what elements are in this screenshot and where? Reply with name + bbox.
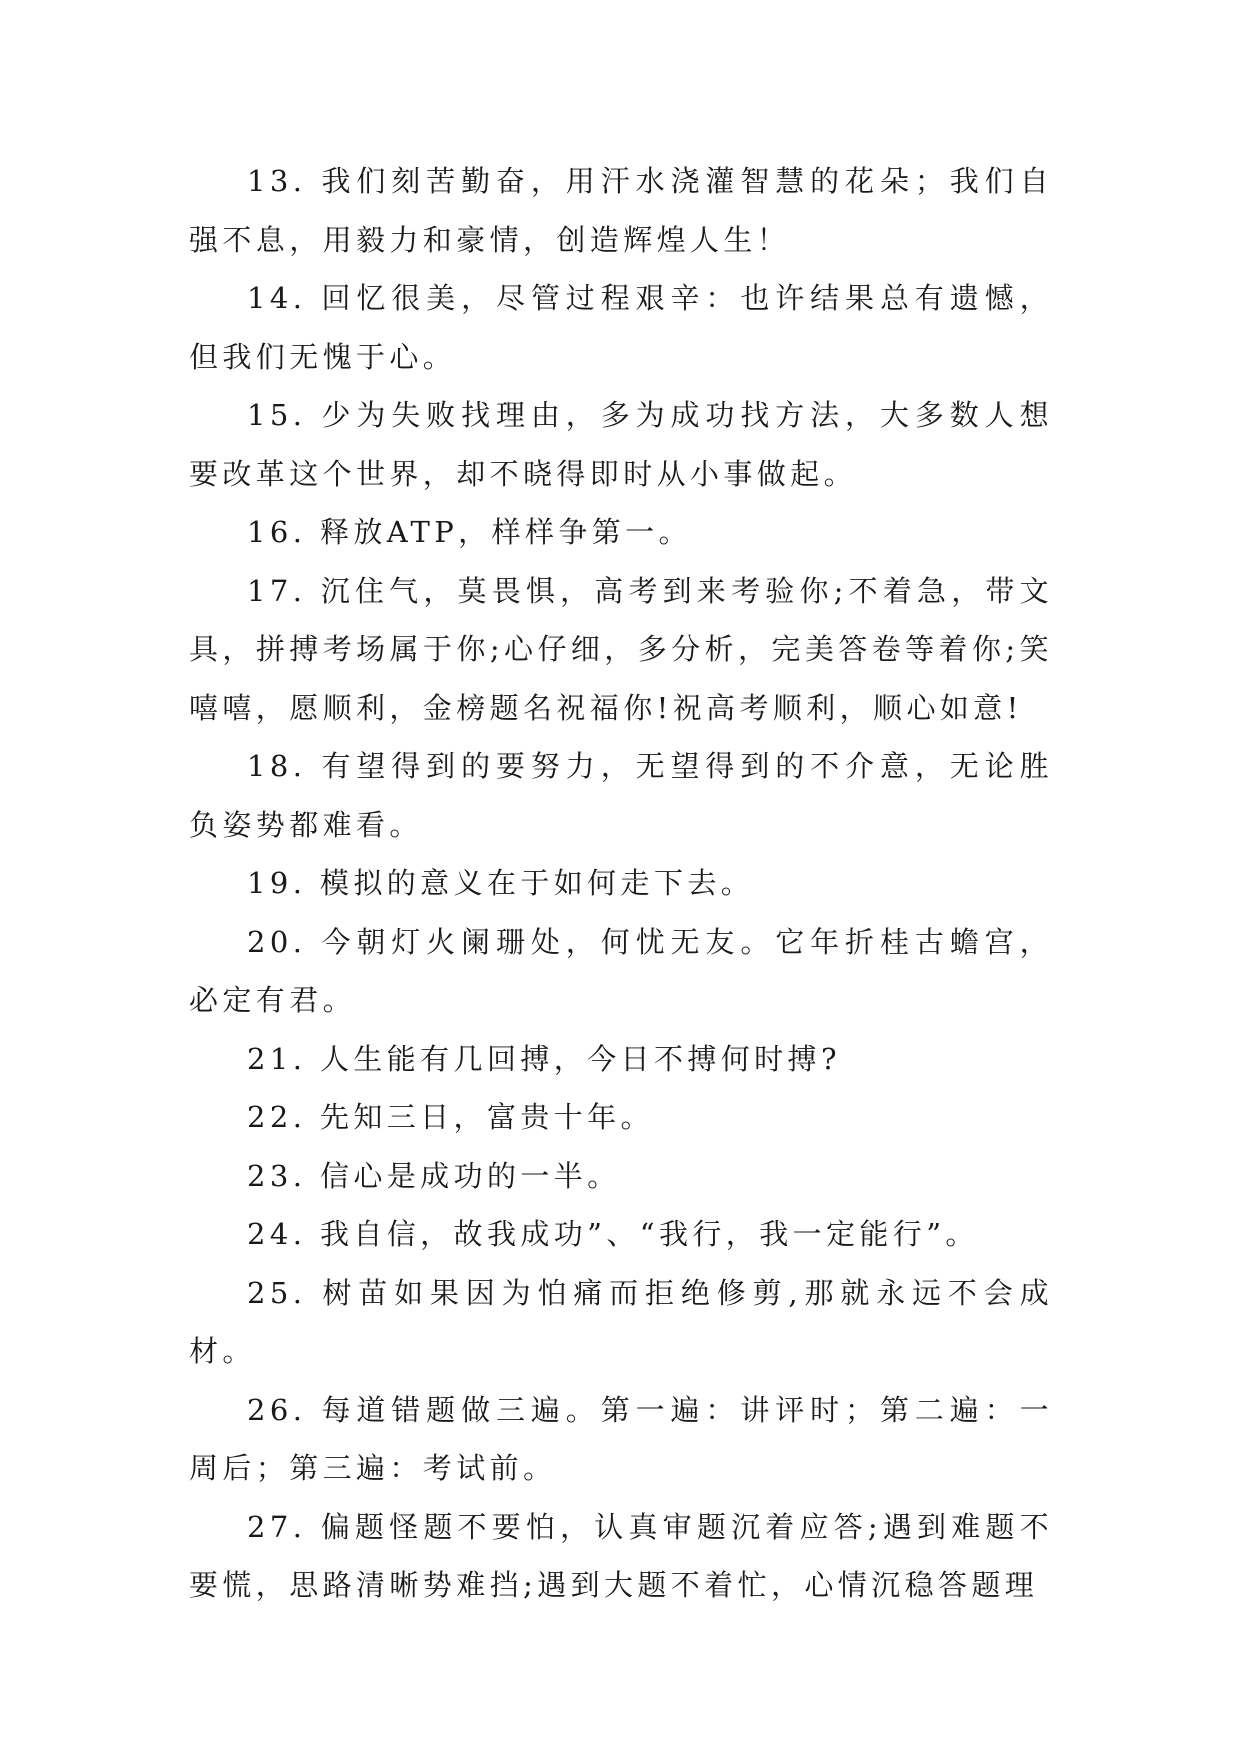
paragraph-18: 18. 有望得到的要努力，无望得到的不介意，无论胜负姿势都难看。 — [189, 749, 1053, 842]
paragraph-14: 14. 回忆很美，尽管过程艰辛：也许结果总有遗憾，但我们无愧于心。 — [189, 281, 1053, 374]
paragraph-13: 13. 我们刻苦勤奋，用汗水浇灌智慧的花朵；我们自强不息，用毅力和豪情，创造辉煌人生！ — [189, 164, 1053, 257]
paragraph-21: 21. 人生能有几回搏，今日不搏何时搏? — [247, 1041, 841, 1076]
paragraph-20: 20. 今朝灯火阑珊处，何忧无友。它年折桂古蟾宫，必定有君。 — [189, 924, 1053, 1017]
paragraph-25: 25. 树苗如果因为怕痛而拒绝修剪,那就永远不会成材。 — [189, 1275, 1053, 1368]
document-body — [189, 152, 1053, 1615]
paragraph-15: 15. 少为失败找理由，多为成功找方法，大多数人想要改革这个世界，却不晓得即时从小事做起。 — [189, 398, 1053, 491]
paragraph-19: 19. 模拟的意义在于如何走下去。 — [247, 866, 755, 900]
paragraph-22: 22. 先知三日，富贵十年。 — [247, 1100, 654, 1134]
paragraph-27: 27. 偏题怪题不要怕，认真审题沉着应答;遇到难题不要慌，思路清晰势难挡;遇到大题不着忙，心情沉稳答题理 — [189, 1509, 1053, 1602]
paragraph-26: 26. 每道错题做三遍。第一遍：讲评时；第二遍：一周后；第三遍：考试前。 — [189, 1392, 1053, 1485]
paragraph-17: 17. 沉住气，莫畏惧，高考到来考验你;不着急，带文具，拼搏考场属于你;心仔细，多分析，完美答卷等着你;笑嘻嘻，愿顺利，金榜题名祝福你!祝高考顺利，顺心如意! — [189, 573, 1053, 725]
paragraph-16: 16. 释放ATP，样样争第一。 — [247, 515, 692, 549]
paragraph-23: 23. 信心是成功的一半。 — [247, 1158, 621, 1193]
paragraph-24: 24. 我自信，故我成功”、“我行，我一定能行”。 — [247, 1217, 979, 1251]
